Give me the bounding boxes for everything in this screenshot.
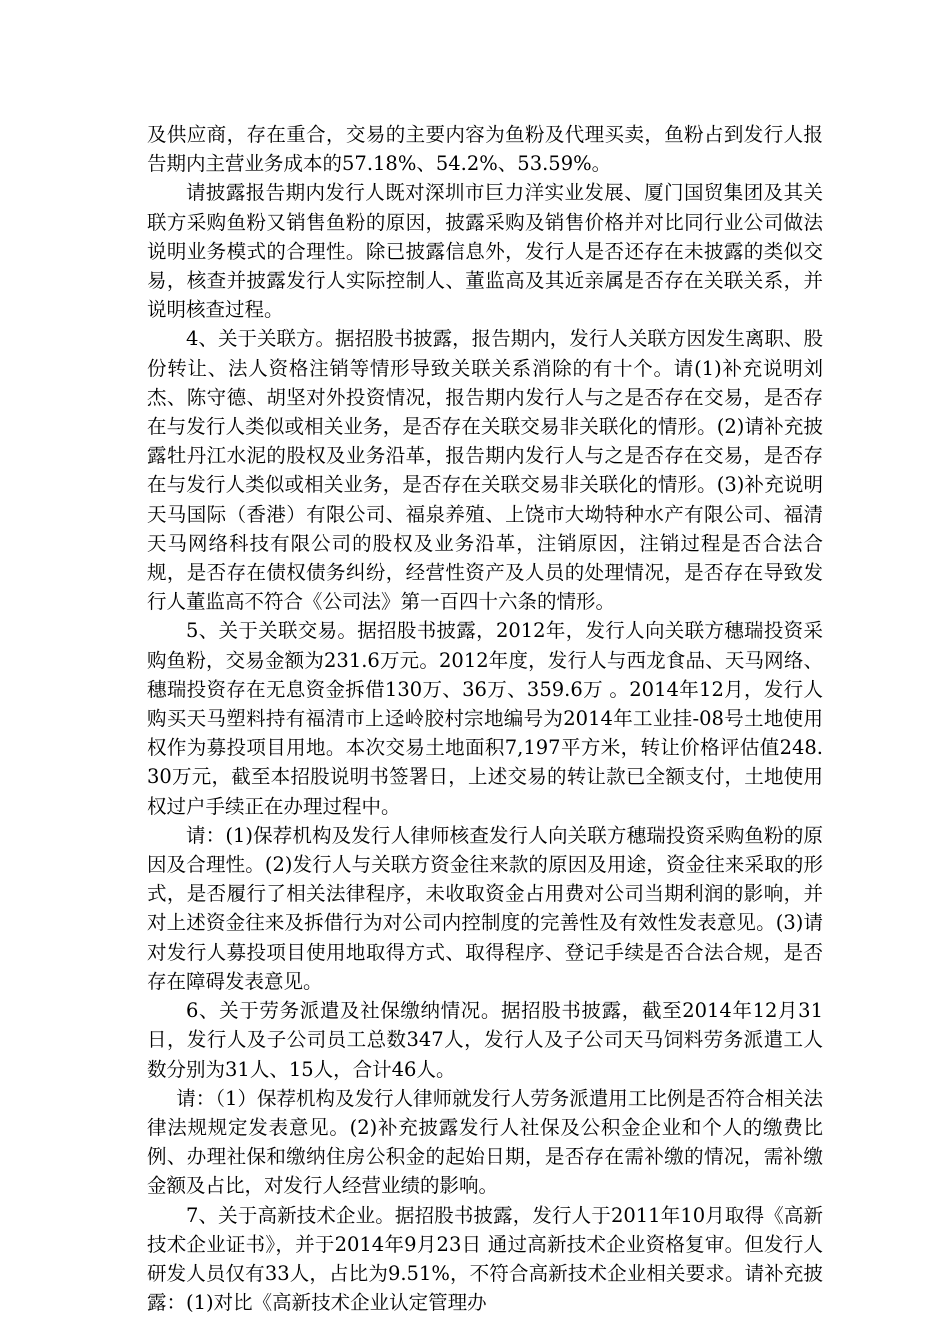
paragraph-related-parties: 4、关于关联方。据招股书披露，报告期内，发行人关联方因发生离职、股份转让、法人资格注销等情形导致关联关系消除的有十个。请(1)补充说明刘杰、陈守德、胡坚对外投资情况，报告期内发行人与之是否存在交易，是否存在与发行人类似或相关业务，是否存在关联交易非关联化的情形。(2)请补充披露牡丹江水泥的股权及业务沿革，报告期内发行人与之是否存在交易，是否存在与发行人类似或相关业务，是否存在关联交易非关联化的情形。(3)补充说明天马国际（香港）有限公司、福泉养殖、上饶市大坳特种水产有限公司、福清天马网络科技有限公司的股权及业务沿革，注销原因，注销过程是否合法合规，是否存在债权债务纠纷，经营性资产及人员的处理情况，是否存在导致发行人董监高不符合《公司法》第一百四十六条的情形。: [147, 327, 823, 614]
paragraph-related-transactions: 5、关于关联交易。据招股书披露，2012年，发行人向关联方穗瑞投资采购鱼粉，交易金额为231.6万元。2012年度，发行人与西龙食品、天马网络、穗瑞投资存在无息资金拆借130万、36万、359.6万 。2014年12月，发行人购买天马塑料持有福清市上迳岭胶村宗地编号为2014年工业挂-08号土地使用权作为募投项目用地。本次交易土地面积7,197平方米，转让价格评估值248.30万元，截至本招股说明书签署日，上述交易的转让款已全额支付，土地使用权过户手续正在办理过程中。: [147, 619, 823, 818]
paragraph-transactions-request: 请：(1)保荐机构及发行人律师核查发行人向关联方穗瑞投资采购鱼粉的原因及合理性。(2)发行人与关联方资金往来款的原因及用途，资金往来采取的形式，是否履行了相关法律程序，未收取资金占用费对公司当期利润的影响，并对上述资金往来及拆借行为对公司内控制度的完善性及有效性发表意见。(3)请对发行人募投项目使用地取得方式、取得程序、登记手续是否合法合规，是否存在障碍发表意见。: [147, 823, 823, 993]
document-page: [147, 120, 823, 1317]
paragraph-high-tech-enterprise: 7、关于高新技术企业。据招股书披露，发行人于2011年10月取得《高新技术企业证书》，并于2014年9月23日 通过高新技术企业资格复审。但发行人研发人员仅有33人，占比为9.51%，不符合高新技术企业相关要求。请补充披露：(1)对比《高新技术企业认定管理办: [147, 1203, 823, 1315]
paragraph-labor-dispatch: 6、关于劳务派遣及社保缴纳情况。据招股书披露，截至2014年12月31日，发行人及子公司员工总数347人，发行人及子公司天马饲料劳务派遣工人数分别为31人、15人，合计46人。: [147, 999, 823, 1081]
paragraph-fishmeal-suppliers: 及供应商，存在重合，交易的主要内容为鱼粉及代理买卖，鱼粉占到发行人报告期内主营业务成本的57.18%、54.2%、53.59%。: [147, 123, 823, 176]
paragraph-labor-request: 请：（1）保荐机构及发行人律师就发行人劳务派遣用工比例是否符合相关法律法规规定发表意见。(2)补充披露发行人社保及公积金企业和个人的缴费比例、办理社保和缴纳住房公积金的起始日期，是否存在需补缴的情况，需补缴金额及占比，对发行人经营业绩的影响。: [147, 1086, 823, 1198]
paragraph-disclosure-request: 请披露报告期内发行人既对深圳市巨力洋实业发展、厦门国贸集团及其关联方采购鱼粉又销售鱼粉的原因，披露采购及销售价格并对比同行业公司做法说明业务模式的合理性。除已披露信息外，发行人是否还存在未披露的类似交易，核查并披露发行人实际控制人、董监高及其近亲属是否存在关联关系，并说明核查过程。: [147, 181, 823, 322]
